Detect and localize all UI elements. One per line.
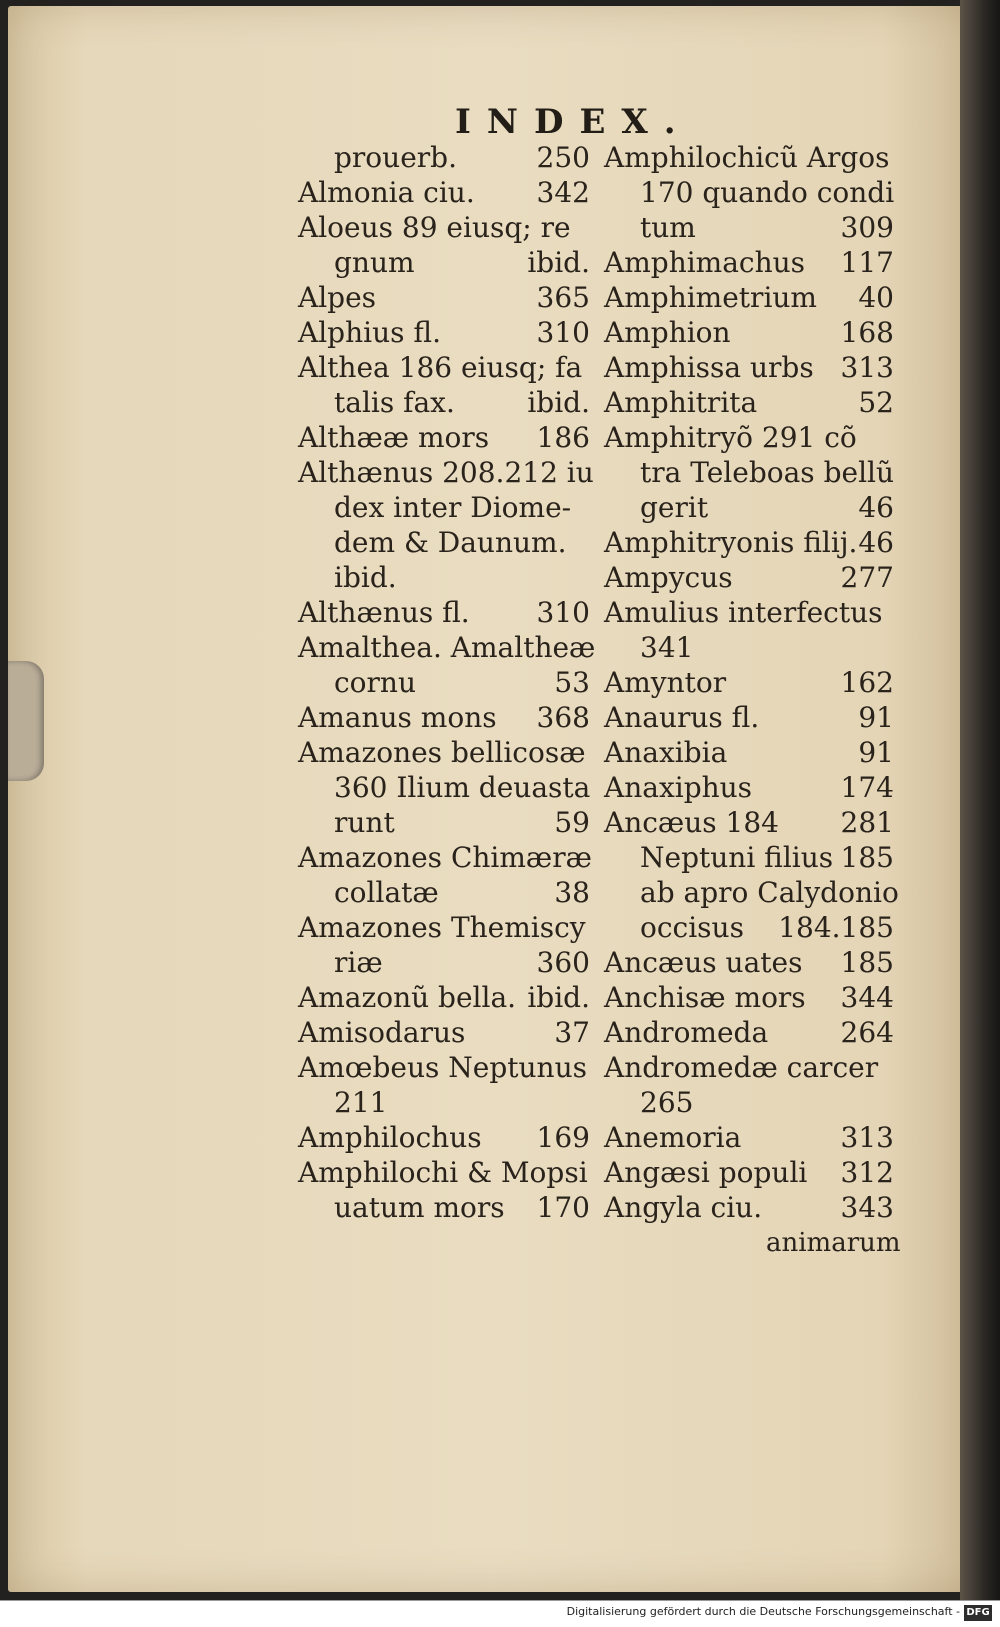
index-entry (604, 980, 894, 1015)
index-entry (604, 315, 894, 350)
index-term: Anaxiphus (604, 771, 753, 804)
index-column-right (604, 140, 899, 1225)
index-term: Aloeus 89 eiusq; re (298, 211, 571, 244)
index-entry (604, 245, 894, 280)
index-term: Andromedæ carcer (604, 1051, 879, 1084)
index-entry (298, 525, 590, 560)
digitization-footer (0, 1600, 1000, 1627)
index-term: Almonia ciu. (298, 176, 475, 209)
index-page-number: 360 (536, 946, 590, 979)
index-entry (298, 315, 590, 350)
index-term: cornu (334, 666, 416, 699)
index-term: ab apro Calydonio (640, 876, 899, 909)
index-term: Amphilochi & Mopsi (298, 1156, 588, 1189)
book-spine-edge (960, 0, 1000, 1600)
index-entry (298, 1050, 590, 1085)
index-term: prouerb. (334, 141, 457, 174)
index-term: gnum (334, 246, 415, 279)
index-term: Ampycus (604, 561, 733, 594)
index-term: Angæsi populi (604, 1156, 808, 1189)
index-entry (604, 630, 894, 665)
index-term: dex inter Diome- (334, 491, 572, 524)
index-entry (298, 560, 590, 595)
index-term: collatæ (334, 876, 439, 909)
index-term: talis fax. (334, 386, 455, 419)
index-entry (298, 420, 590, 455)
index-page-number: 264 (840, 1016, 894, 1049)
index-page-number: 365 (536, 281, 590, 314)
index-term: 211 (334, 1086, 388, 1119)
index-page-number: 37 (554, 1016, 590, 1049)
index-entry (604, 805, 894, 840)
index-term: Amphilochicũ Argos (604, 141, 890, 174)
index-term: Angyla ciu. (604, 1191, 763, 1224)
index-term: Amphitryõ 291 cõ (604, 421, 857, 454)
index-entry (604, 945, 894, 980)
index-term: Amphilochus (298, 1121, 482, 1154)
index-page-number: 168 (840, 316, 894, 349)
binding-clasp (8, 661, 44, 781)
index-term: Althea 186 eiusq; fa (298, 351, 583, 384)
index-term: dem & Daunum. (334, 526, 567, 559)
index-entry (298, 630, 596, 665)
index-page-number: 40 (858, 281, 894, 314)
index-page-number: 53 (554, 666, 590, 699)
index-term: Amazonũ bella. (298, 981, 517, 1014)
dfg-logo: DFG (964, 1605, 992, 1621)
index-term: 341 (640, 631, 694, 664)
index-entry (298, 1085, 590, 1120)
index-page-number: 277 (840, 561, 894, 594)
index-term: Amphimachus (604, 246, 806, 279)
index-entry (298, 280, 590, 315)
index-page-number: 52 (858, 386, 894, 419)
index-page-number: 162 (840, 666, 894, 699)
index-entry (604, 1050, 894, 1085)
index-page-number: 250 (536, 141, 590, 174)
index-term: gerit (640, 491, 709, 524)
index-entry (298, 770, 590, 805)
index-term: Anaxibia (604, 736, 728, 769)
catchword: animarum (766, 1228, 901, 1258)
index-page-number: 185 (840, 841, 894, 874)
index-entry (298, 700, 590, 735)
index-term: Amazones Chimæræ (298, 841, 592, 874)
index-page-number: 46 (858, 526, 894, 559)
index-page-number: 309 (840, 211, 894, 244)
footer-credit-text: Digitalisierung gefördert durch die Deutsche Forschungsgemeinschaft - (566, 1605, 960, 1618)
index-page-number: 184.185 (778, 911, 894, 944)
index-page-number: 368 (536, 701, 590, 734)
index-entry (604, 875, 899, 910)
index-entry (604, 280, 894, 315)
index-term: Amphitrita (604, 386, 758, 419)
index-term: Amyntor (604, 666, 727, 699)
index-term: Amphissa urbs (604, 351, 814, 384)
index-term: Amisodarus (298, 1016, 466, 1049)
index-page-number: 174 (840, 771, 894, 804)
index-page-number: 343 (840, 1191, 894, 1224)
index-term: Amphitryonis filij. (604, 526, 858, 559)
index-term: Amalthea. Amaltheæ (298, 631, 596, 664)
index-term: Althænus 208.212 iu (298, 456, 594, 489)
index-entry (604, 700, 894, 735)
index-term: Ancæus 184 (604, 806, 779, 839)
index-term: Anaurus fl. (604, 701, 760, 734)
index-entry (604, 1085, 894, 1120)
index-term: Alpes (298, 281, 377, 314)
index-entry (604, 1155, 894, 1190)
index-term: occisus (640, 911, 744, 944)
index-page-number: 38 (554, 876, 590, 909)
index-page-number: 313 (840, 1121, 894, 1154)
index-term: Amœbeus Neptunus (298, 1051, 587, 1084)
index-entry (298, 1120, 590, 1155)
index-entry (604, 1190, 894, 1225)
index-term: Althænus fl. (298, 596, 470, 629)
index-term: Alphius fl. (298, 316, 441, 349)
index-term: Amazones bellicosæ (298, 736, 586, 769)
index-page-number: 310 (536, 316, 590, 349)
index-entry (604, 455, 894, 490)
index-entry (604, 210, 894, 245)
index-entry (298, 875, 590, 910)
index-term: Amphion (604, 316, 731, 349)
index-term: Amulius interfectus (604, 596, 883, 629)
index-entry (298, 385, 590, 420)
index-entry (298, 245, 590, 280)
index-term: runt (334, 806, 395, 839)
index-entry (604, 350, 894, 385)
index-entry (604, 420, 894, 455)
index-entry (298, 1015, 590, 1050)
index-term: riæ (334, 946, 383, 979)
index-page-number: 170 (536, 1191, 590, 1224)
index-entry (298, 735, 590, 770)
index-entry (604, 385, 894, 420)
index-page-number: 186 (536, 421, 590, 454)
index-term: uatum mors (334, 1191, 505, 1224)
index-entry (604, 1120, 894, 1155)
index-entry (298, 1155, 590, 1190)
index-term: Anemoria (604, 1121, 742, 1154)
index-entry (604, 175, 894, 210)
index-entry (604, 665, 894, 700)
index-page-number: 91 (858, 701, 894, 734)
index-entry (298, 945, 590, 980)
index-page-number: 342 (536, 176, 590, 209)
index-entry (298, 350, 590, 385)
index-entry (298, 175, 590, 210)
index-term: Anchisæ mors (604, 981, 806, 1014)
index-page-number: 46 (858, 491, 894, 524)
index-page-number: 310 (536, 596, 590, 629)
index-page-number: 312 (840, 1156, 894, 1189)
index-entry (604, 560, 894, 595)
index-term: Amazones Themiscy (298, 911, 586, 944)
index-term: 360 Ilium deuasta (334, 771, 591, 804)
index-page-number: 59 (554, 806, 590, 839)
index-page-number: 91 (858, 736, 894, 769)
index-entry (604, 1015, 894, 1050)
index-page-number: ibid. (527, 386, 590, 419)
index-page-number: ibid. (527, 246, 590, 279)
index-entry (604, 910, 894, 945)
index-entry (298, 595, 590, 630)
index-page-number: 344 (840, 981, 894, 1014)
index-term: 170 quando condi (640, 176, 895, 209)
index-entry (298, 455, 594, 490)
index-term: Andromeda (604, 1016, 769, 1049)
index-entry (604, 490, 894, 525)
index-term: tra Teleboas bellũ (640, 456, 895, 489)
index-entry (604, 770, 894, 805)
index-entry (298, 665, 590, 700)
index-term: tum (640, 211, 696, 244)
index-entry (298, 490, 590, 525)
index-term: Ancæus uates (604, 946, 803, 979)
index-entry (604, 595, 894, 630)
index-page-number: 117 (840, 246, 894, 279)
index-entry (604, 840, 894, 875)
index-entry (298, 140, 590, 175)
index-term: Althææ mors (298, 421, 490, 454)
index-entry (298, 210, 590, 245)
index-term: Amanus mons (298, 701, 497, 734)
index-page-number: ibid. (527, 981, 590, 1014)
index-entry (604, 735, 894, 770)
index-term: ibid. (334, 561, 397, 594)
index-entry (298, 1190, 590, 1225)
index-page-number: 281 (840, 806, 894, 839)
index-entry (298, 910, 590, 945)
index-page-number: 169 (536, 1121, 590, 1154)
index-entry (604, 525, 894, 560)
index-term: Neptuni filius (640, 841, 834, 874)
index-page-number: 313 (840, 351, 894, 384)
running-head: INDEX. (455, 102, 692, 142)
index-entry (298, 805, 590, 840)
index-term: Amphimetrium (604, 281, 817, 314)
index-entry (298, 980, 590, 1015)
index-entry (604, 140, 894, 175)
index-column-left (298, 140, 596, 1225)
index-term: 265 (640, 1086, 694, 1119)
index-page-number: 185 (840, 946, 894, 979)
index-entry (298, 840, 590, 875)
